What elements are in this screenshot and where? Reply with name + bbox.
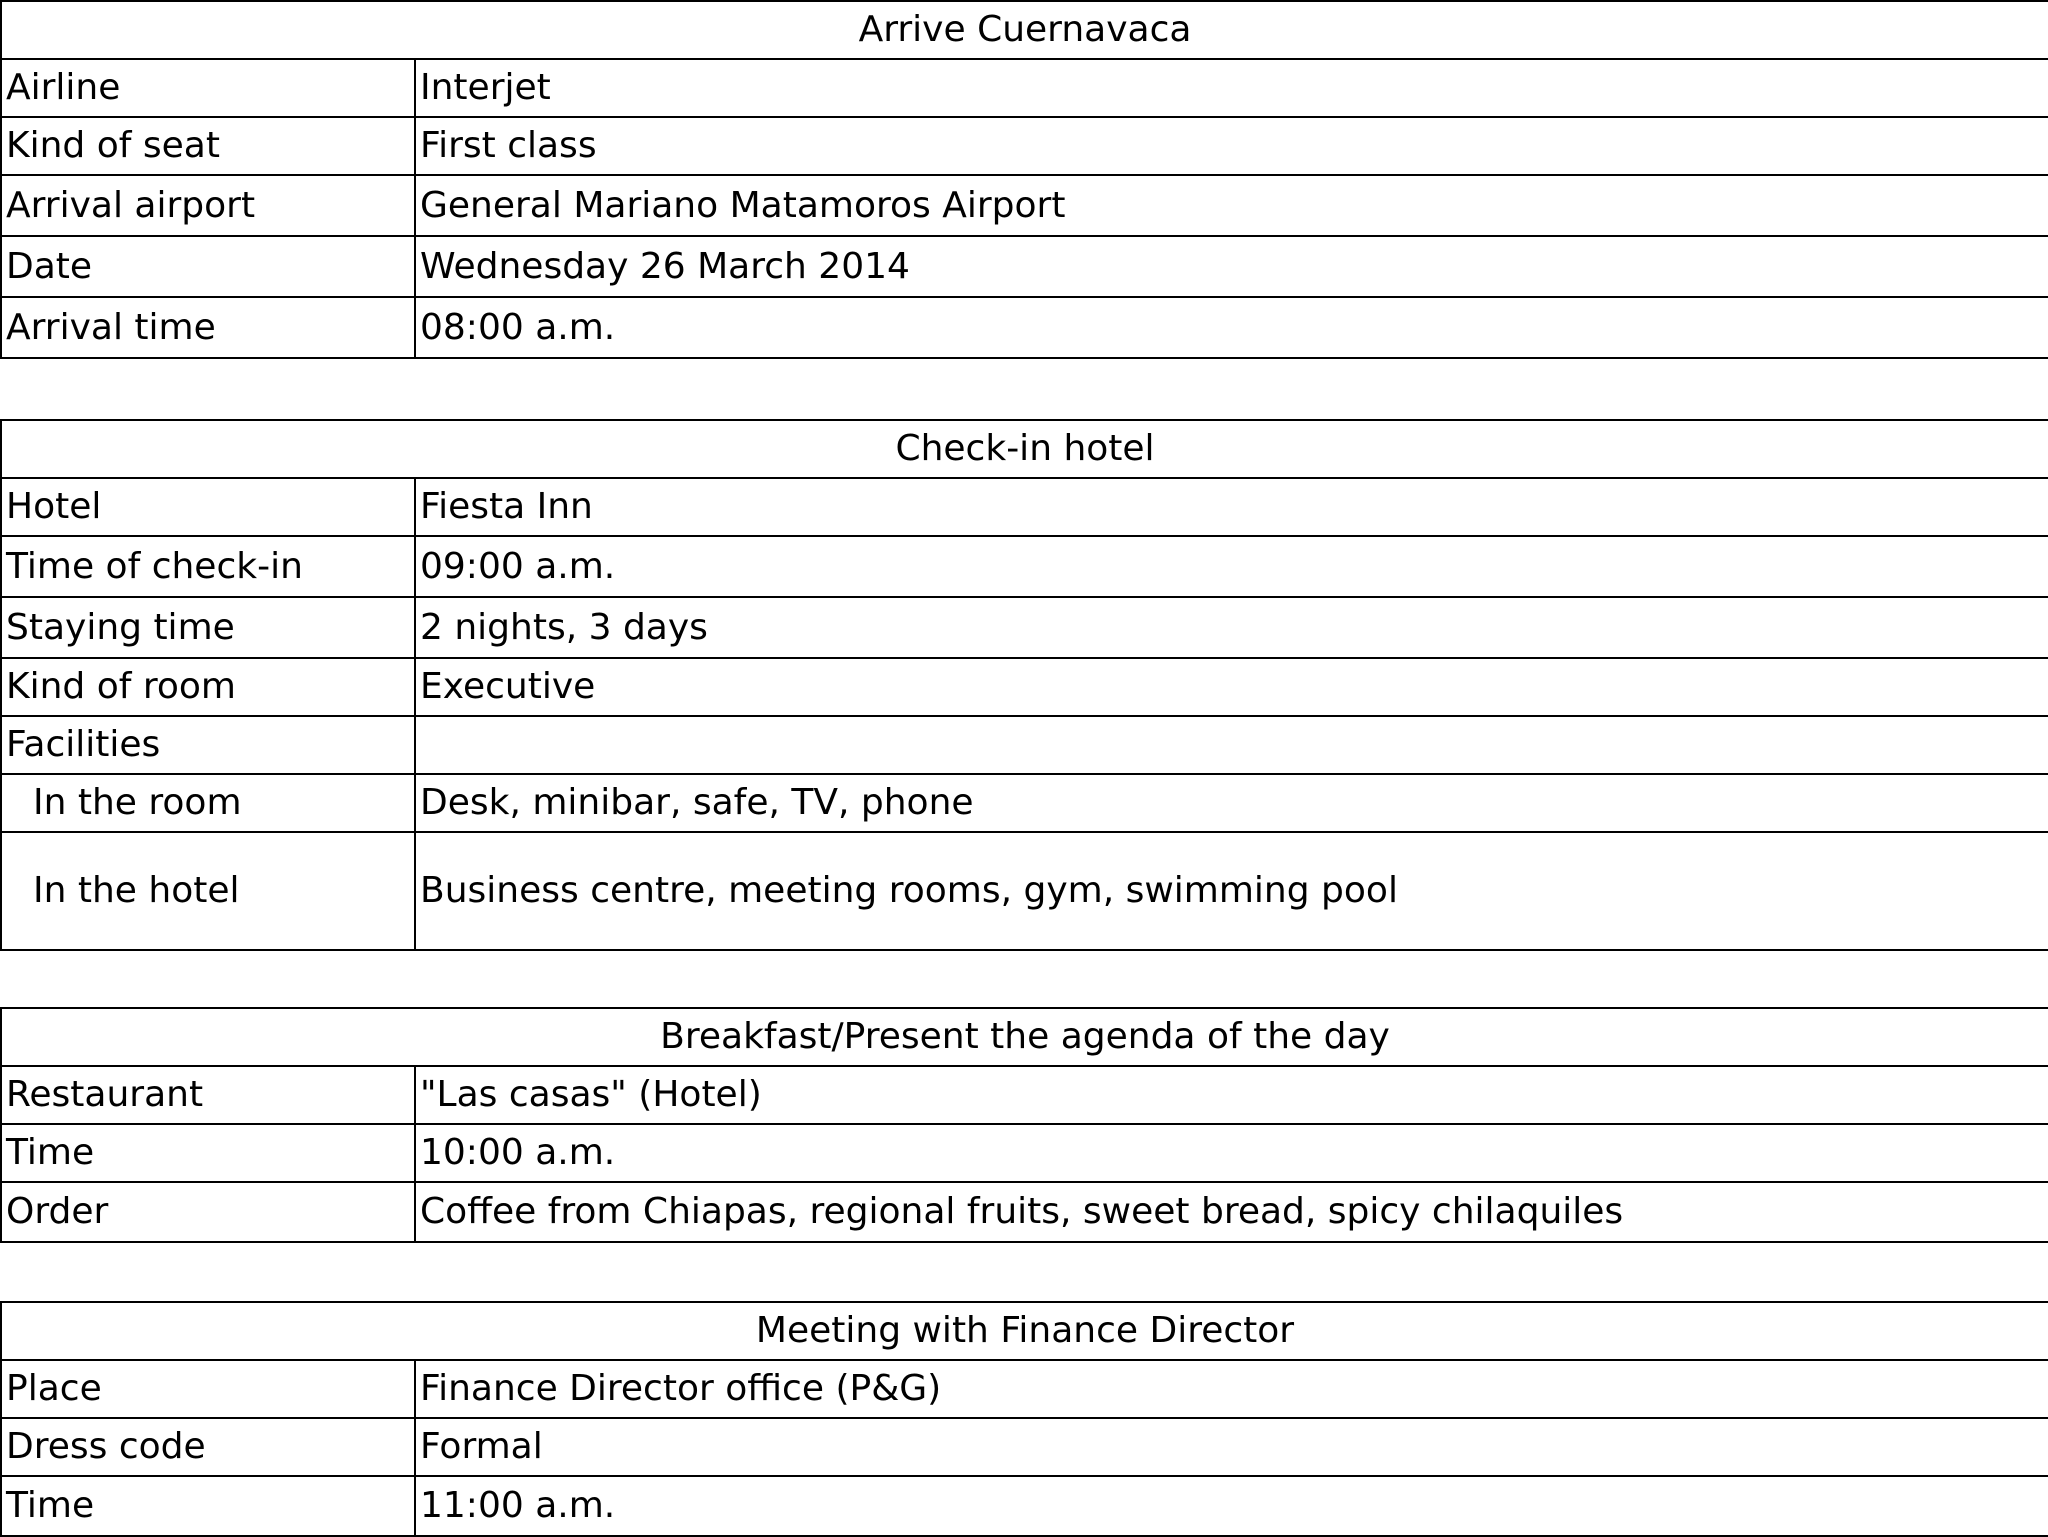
row-label: Kind of room — [1, 658, 415, 716]
row-value: Interjet — [415, 59, 2048, 117]
row-value: Formal — [415, 1418, 2048, 1476]
row-value: Executive — [415, 658, 2048, 716]
table-row — [1, 1124, 2048, 1182]
table-row — [1, 774, 2048, 832]
table-row — [1, 1066, 2048, 1124]
check-in-hotel-table — [0, 419, 2048, 951]
breakfast-table — [0, 1007, 2048, 1243]
row-label: In the hotel — [1, 832, 415, 950]
row-value: 08:00 a.m. — [415, 297, 2048, 358]
row-value: 09:00 a.m. — [415, 536, 2048, 597]
table-row — [1, 175, 2048, 236]
table-row — [1, 297, 2048, 358]
row-value — [415, 716, 2048, 774]
row-value: 10:00 a.m. — [415, 1124, 2048, 1182]
row-label: Facilities — [1, 716, 415, 774]
row-value: "Las casas" (Hotel) — [415, 1066, 2048, 1124]
row-value: Wednesday 26 March 2014 — [415, 236, 2048, 297]
row-label: Date — [1, 236, 415, 297]
table-row — [1, 59, 2048, 117]
row-label: Time — [1, 1124, 415, 1182]
table-row — [1, 1360, 2048, 1418]
row-label: Staying time — [1, 597, 415, 658]
row-value: General Mariano Matamoros Airport — [415, 175, 2048, 236]
row-label: Time — [1, 1476, 415, 1536]
row-label: Order — [1, 1182, 415, 1242]
row-value: Finance Director office (P&G) — [415, 1360, 2048, 1418]
row-label: Place — [1, 1360, 415, 1418]
row-label: Arrival time — [1, 297, 415, 358]
table-row — [1, 1418, 2048, 1476]
row-value: 2 nights, 3 days — [415, 597, 2048, 658]
arrive-cuernavaca-table — [0, 0, 2048, 359]
section-title: Meeting with Finance Director — [1, 1302, 2048, 1360]
row-label: Airline — [1, 59, 415, 117]
table-row — [1, 236, 2048, 297]
table-row — [1, 478, 2048, 536]
row-value: Coffee from Chiapas, regional fruits, sweet bread, spicy chilaquiles — [415, 1182, 2048, 1242]
table-row — [1, 716, 2048, 774]
table-row — [1, 1476, 2048, 1536]
table-row — [1, 658, 2048, 716]
table-row — [1, 536, 2048, 597]
row-value: Desk, minibar, safe, TV, phone — [415, 774, 2048, 832]
row-label: Hotel — [1, 478, 415, 536]
row-label: Kind of seat — [1, 117, 415, 175]
section-title: Arrive Cuernavaca — [1, 1, 2048, 59]
row-label: Arrival airport — [1, 175, 415, 236]
row-value: 11:00 a.m. — [415, 1476, 2048, 1536]
meeting-finance-director-table — [0, 1301, 2048, 1537]
row-label: Time of check-in — [1, 536, 415, 597]
section-title: Breakfast/Present the agenda of the day — [1, 1008, 2048, 1066]
table-row — [1, 832, 2048, 950]
row-label: Restaurant — [1, 1066, 415, 1124]
table-row — [1, 1182, 2048, 1242]
row-label: Dress code — [1, 1418, 415, 1476]
row-value: First class — [415, 117, 2048, 175]
row-label: In the room — [1, 774, 415, 832]
section-title: Check-in hotel — [1, 420, 2048, 478]
row-value: Business centre, meeting rooms, gym, swimming pool — [415, 832, 2048, 950]
table-row — [1, 597, 2048, 658]
table-row — [1, 117, 2048, 175]
row-value: Fiesta Inn — [415, 478, 2048, 536]
